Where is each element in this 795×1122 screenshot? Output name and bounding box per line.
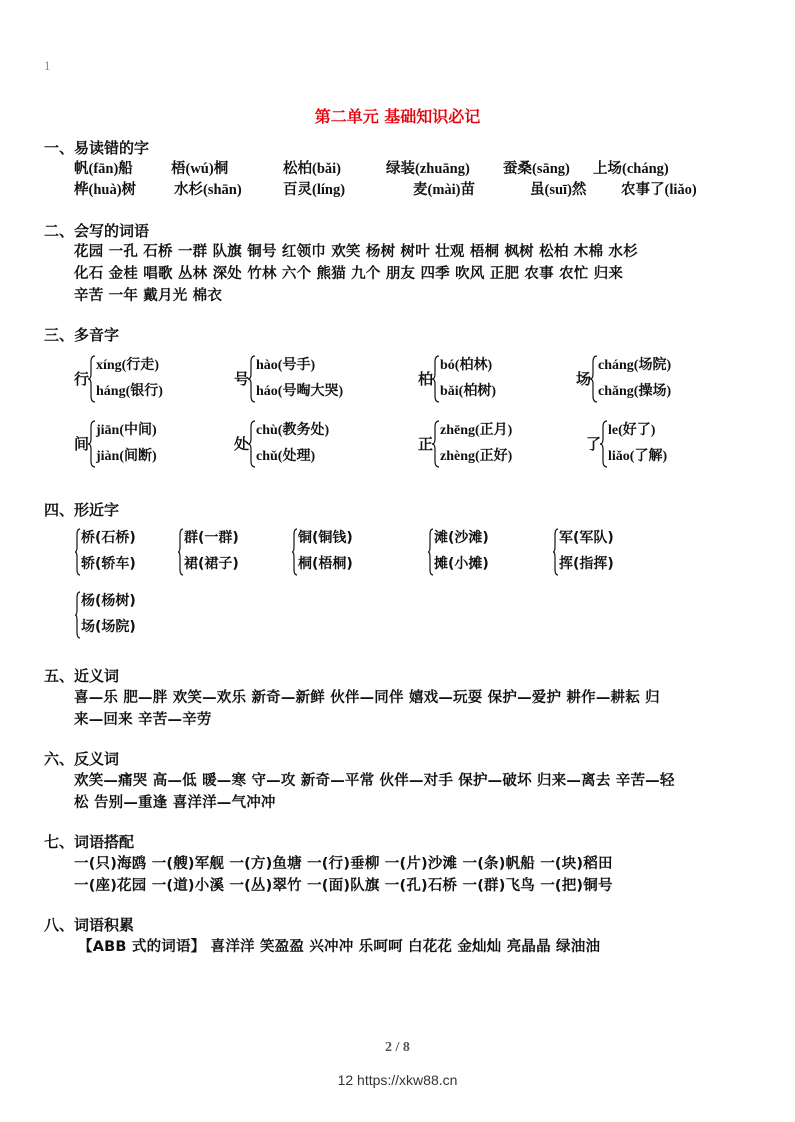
word-cell: 桦(huà)树 <box>74 182 137 198</box>
reading-bottom: zhèng(正好) <box>440 449 513 464</box>
word-cell: 虽(suī)然 <box>530 182 587 198</box>
word-line: 松 告别—重逢 喜洋洋—气冲冲 <box>74 795 276 811</box>
similar-char-top: 群(一群) <box>184 530 239 546</box>
brace-icon <box>590 354 598 404</box>
reading-bottom: bǎi(柏树) <box>440 384 496 399</box>
polyphone-char: 号 <box>234 370 250 388</box>
reading-top: chù(教务处) <box>256 423 330 438</box>
similar-char-top: 桥(石桥) <box>81 530 136 546</box>
similar-char-top: 军(军队) <box>559 530 614 546</box>
page-number: 2 / 8 <box>385 1040 410 1055</box>
polyphone-char: 场 <box>576 370 592 388</box>
brace-icon <box>88 419 96 469</box>
polyphone-char: 柏 <box>418 370 434 388</box>
word-cell: 蚕桑(sāng) <box>503 161 570 177</box>
reading-top: hào(号手) <box>256 358 316 373</box>
section-heading-4: 四、形近字 <box>44 501 120 519</box>
similar-char-top: 杨(杨树) <box>81 593 136 609</box>
reading-bottom: háo(号啕大哭) <box>256 384 344 399</box>
similar-char-top: 铜(铜钱) <box>298 530 353 546</box>
reading-bottom: háng(银行) <box>96 384 163 399</box>
word-line: 辛苦 一年 戴月光 棉衣 <box>74 288 223 304</box>
brace-icon <box>432 419 440 469</box>
word-line: 喜—乐 肥—胖 欢笑—欢乐 新奇—新鲜 伙伴—同伴 嬉戏—玩耍 保护—爱护 耕作—耕耘 归 <box>74 690 660 706</box>
similar-char-bottom: 桐(梧桐) <box>298 556 353 572</box>
word-line: 来—回来 辛苦—辛劳 <box>74 712 212 728</box>
word-line: 化石 金桂 唱歌 丛林 深处 竹林 六个 熊猫 九个 朋友 四季 吹风 正肥 农事 农忙 归来 <box>74 266 624 282</box>
reading-top: le(好了) <box>608 423 656 438</box>
section-heading-8: 八、词语积累 <box>44 916 135 934</box>
polyphone-char: 正 <box>418 435 434 453</box>
section-heading-7: 七、词语搭配 <box>44 833 135 851</box>
polyphone-char: 了 <box>586 435 602 453</box>
section-heading-6: 六、反义词 <box>44 750 120 768</box>
similar-char-bottom: 摊(小摊) <box>434 556 489 572</box>
page-title: 第二单元 基础知识必记 <box>314 107 481 126</box>
reading-top: cháng(场院) <box>598 358 672 373</box>
brace-icon <box>248 419 256 469</box>
reading-top: zhēng(正月) <box>440 423 513 438</box>
brace-icon <box>432 354 440 404</box>
section-heading-2: 二、会写的词语 <box>44 222 150 240</box>
brace-icon <box>600 419 608 469</box>
footer-url: 12 https://xkw88.cn <box>337 1072 458 1088</box>
word-line: 【ABB 式的词语】 喜洋洋 笑盈盈 兴冲冲 乐呵呵 白花花 金灿灿 亮晶晶 绿油油 <box>78 939 601 955</box>
similar-char-bottom: 轿(轿车) <box>81 556 136 572</box>
corner-mark: 1 <box>44 58 51 73</box>
reading-top: jiān(中间) <box>96 423 157 438</box>
word-line: 一(座)花园 一(道)小溪 一(丛)翠竹 一(面)队旗 一(孔)石桥 一(群)飞鸟 一(把)铜号 <box>74 878 613 894</box>
word-line: 欢笑—痛哭 高—低 暖—寒 守—攻 新奇—平常 伙伴—对手 保护—破坏 归来—离去 辛苦—轻 <box>74 773 675 789</box>
reading-bottom: chǔ(处理) <box>256 449 316 464</box>
brace-icon <box>88 354 96 404</box>
similar-char-bottom: 挥(指挥) <box>559 556 614 572</box>
section-heading-5: 五、近义词 <box>44 667 120 685</box>
similar-char-bottom: 裙(裙子) <box>184 556 239 572</box>
reading-top: xíng(行走) <box>96 358 159 373</box>
reading-bottom: jiàn(间断) <box>96 449 157 464</box>
word-cell: 农事了(liǎo) <box>621 182 697 198</box>
word-cell: 麦(mài)苗 <box>413 182 476 198</box>
section-heading-1: 一、易读错的字 <box>44 139 150 157</box>
similar-char-top: 滩(沙滩) <box>434 530 489 546</box>
word-cell: 松柏(bǎi) <box>283 161 341 177</box>
polyphone-char: 行 <box>74 370 90 388</box>
word-cell: 百灵(líng) <box>283 182 346 198</box>
reading-bottom: chǎng(操场) <box>598 384 672 399</box>
word-cell: 绿装(zhuāng) <box>386 161 470 177</box>
reading-bottom: liǎo(了解) <box>608 449 668 464</box>
section-heading-3: 三、多音字 <box>44 326 120 344</box>
polyphone-char: 间 <box>74 435 90 453</box>
word-line: 一(只)海鸥 一(艘)军舰 一(方)鱼塘 一(行)垂柳 一(片)沙滩 一(条)帆船 一(块)稻田 <box>74 856 613 872</box>
word-cell: 上场(cháng) <box>593 161 669 177</box>
word-cell: 水杉(shān) <box>174 182 242 198</box>
reading-top: bó(柏林) <box>440 358 493 373</box>
polyphone-char: 处 <box>234 435 250 453</box>
word-cell: 梧(wú)桐 <box>171 161 229 177</box>
brace-icon <box>248 354 256 404</box>
word-line: 花园 一孔 石桥 一群 队旗 铜号 红领巾 欢笑 杨树 树叶 壮观 梧桐 枫树 松柏 木棉 水杉 <box>74 244 638 260</box>
word-cell: 帆(fān)船 <box>74 161 133 177</box>
similar-char-bottom: 场(场院) <box>81 619 136 635</box>
